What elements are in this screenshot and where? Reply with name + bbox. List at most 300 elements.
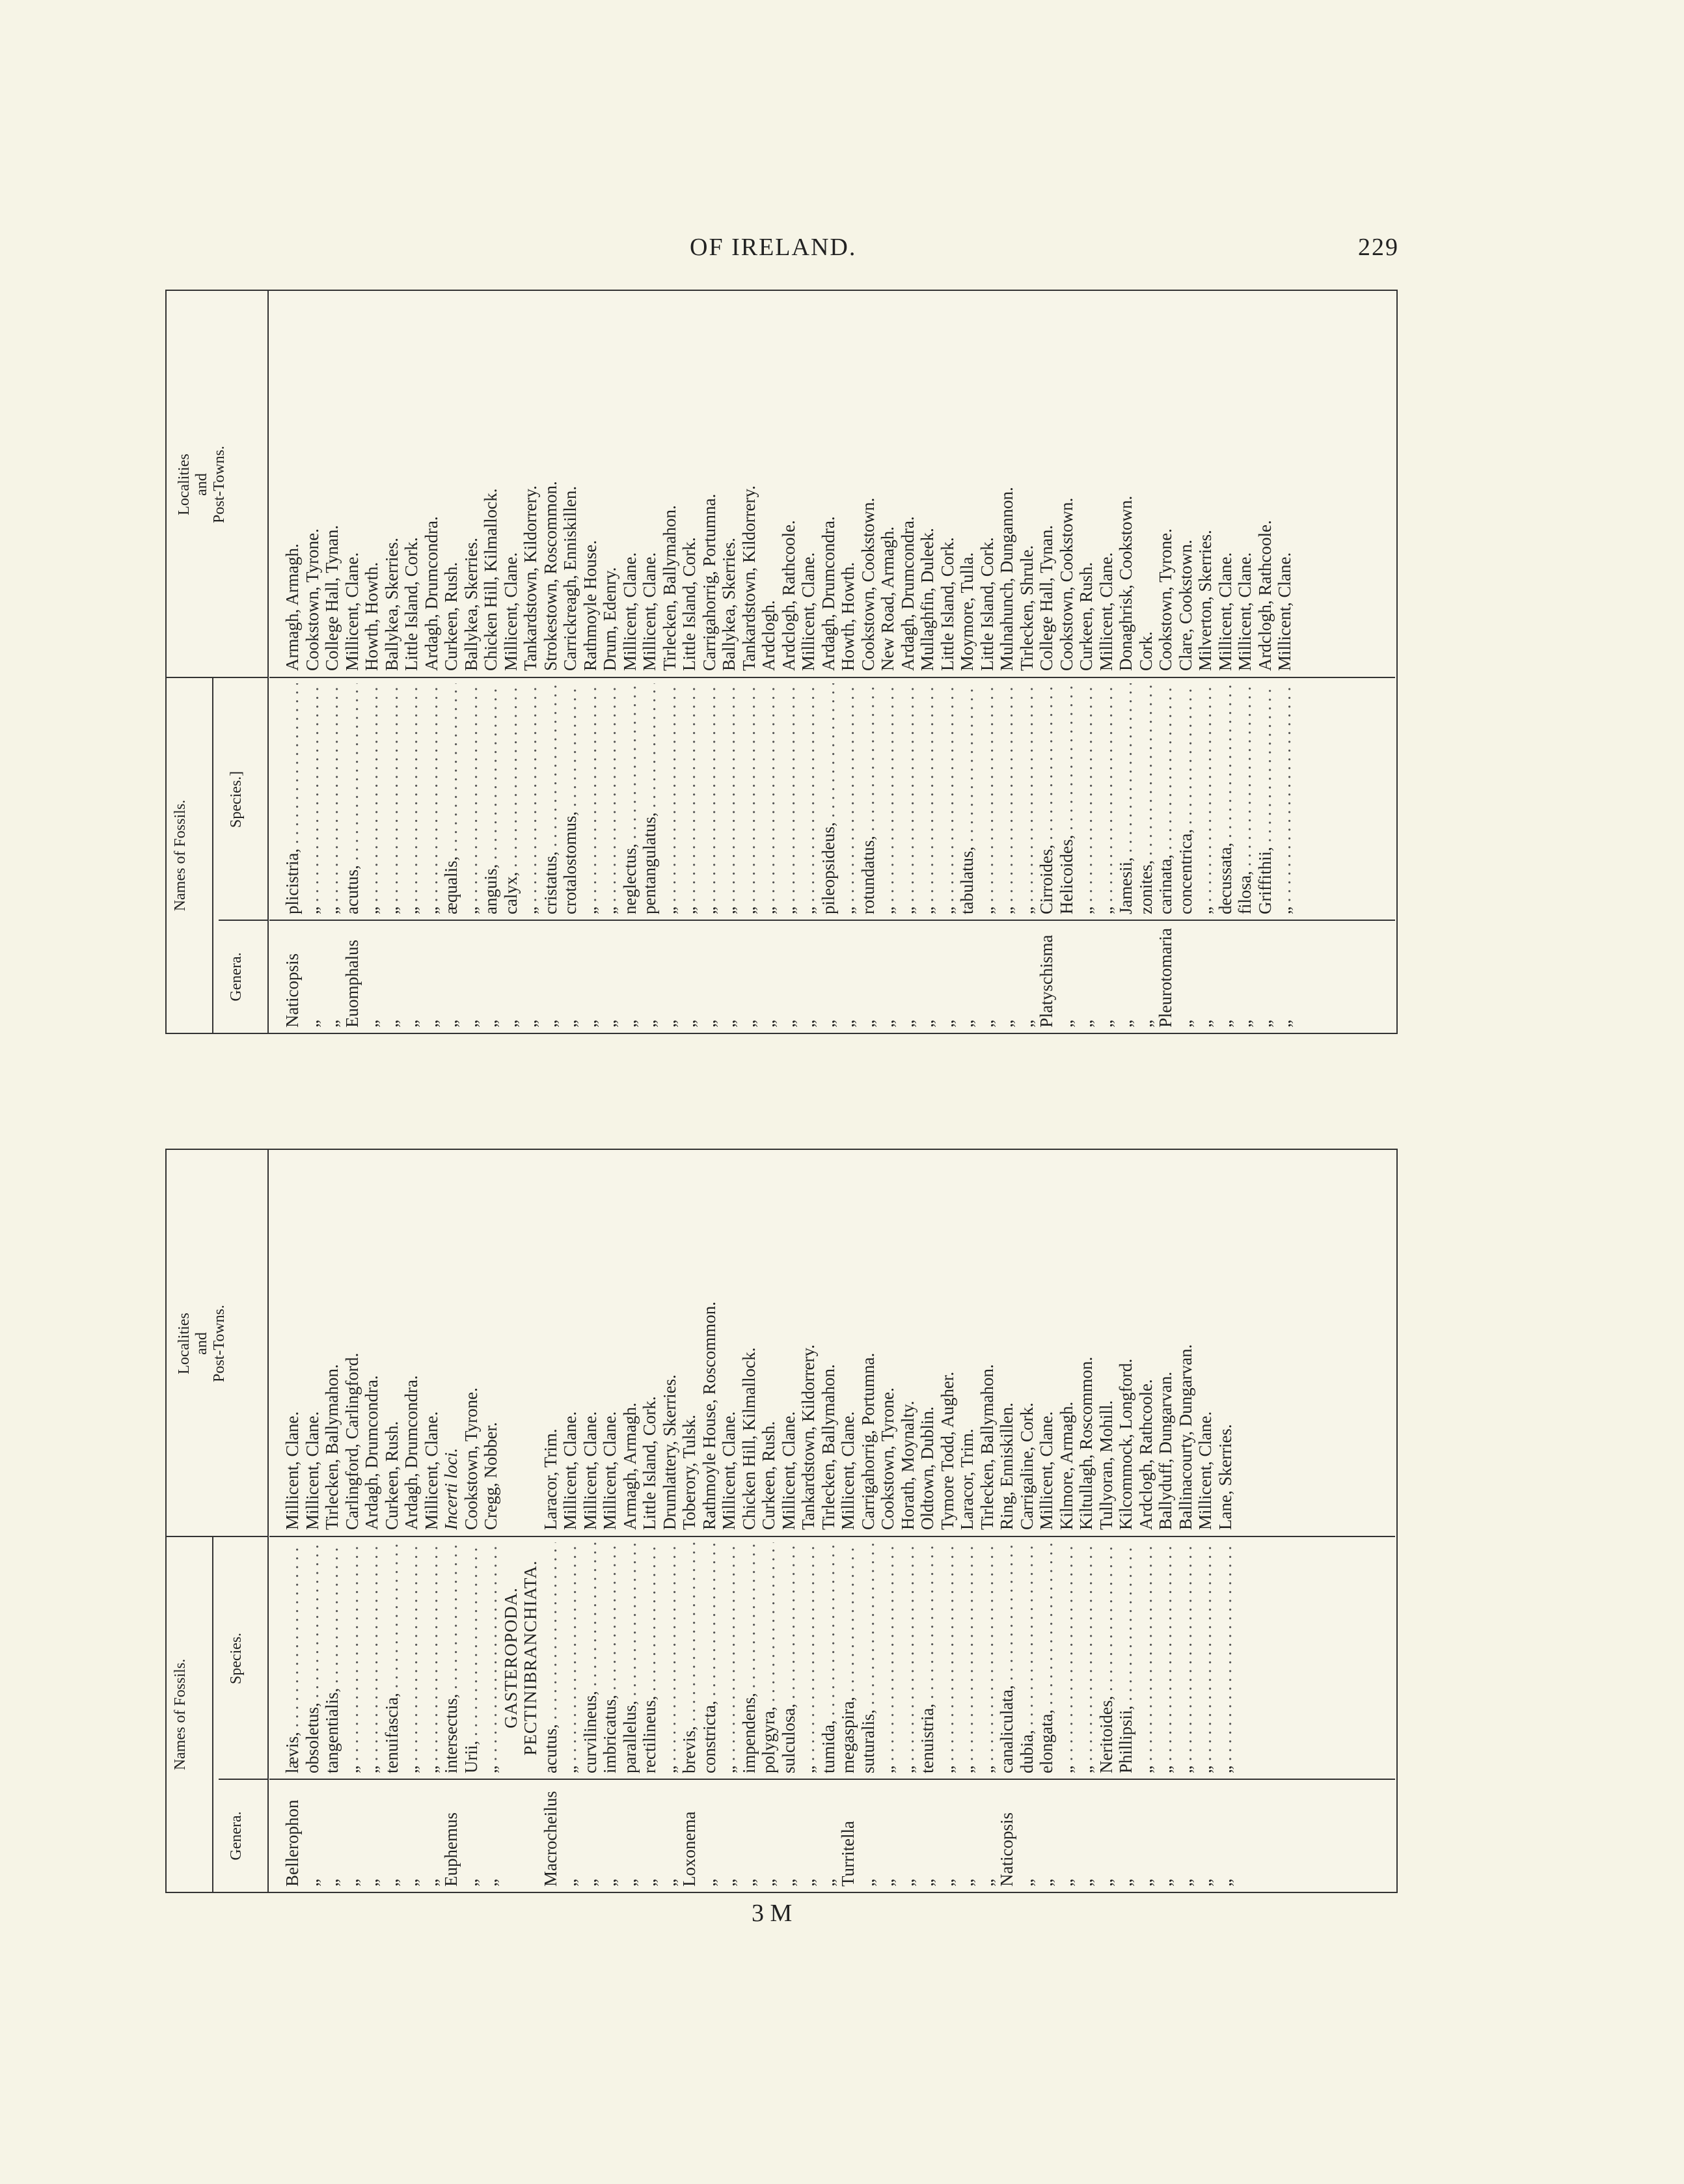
table-row xyxy=(1116,291,1136,1033)
table-row xyxy=(997,291,1017,1033)
locality-cell: Ardclogh. xyxy=(759,600,778,671)
table-row xyxy=(679,1150,699,1892)
locality-cell: Millicent, Clane. xyxy=(580,1411,600,1530)
species-cell: „ . . . xyxy=(660,683,680,914)
species-cell: acutus, . . . xyxy=(541,1542,561,1773)
locality-cell: Carrigahorrig, Portumna. xyxy=(858,1352,878,1530)
page-number: 229 xyxy=(1358,234,1399,261)
species-cell: „ . . . xyxy=(957,1542,977,1773)
species-cell: „ . . . xyxy=(401,1542,422,1773)
species-cell: pentangulatus, . . . xyxy=(640,683,660,914)
species-cell: suturalis, . . . xyxy=(858,1542,878,1773)
section-heading: PECTINIBRANCHIATA. xyxy=(521,1560,540,1756)
species-header: Species. xyxy=(228,1632,245,1685)
locality-cell: Little Island, Cork. xyxy=(977,537,997,671)
locality-cell: Millicent, Clane. xyxy=(560,1411,580,1530)
genus-cell: „ xyxy=(1255,1020,1275,1028)
table-row xyxy=(997,1150,1017,1892)
species-cell: „ . . . xyxy=(422,683,442,914)
locality-cell: Tankardstown, Kildorrery. xyxy=(739,485,759,671)
species-cell: obsoletus, . . . xyxy=(303,1542,323,1773)
table-row xyxy=(620,291,640,1033)
species-cell: „ . . . xyxy=(382,683,402,914)
species-cell: „ . . . xyxy=(362,683,382,914)
locality-cell: Rathmoyle House, Roscommon. xyxy=(699,1302,719,1530)
species-cell: „ . . . xyxy=(1096,683,1117,914)
species-cell: „ . . . xyxy=(1017,683,1037,914)
table-row xyxy=(878,1150,898,1892)
table-row xyxy=(481,1150,501,1892)
genus-cell: „ xyxy=(481,1879,500,1887)
locality-cell: Ardclogh, Rathcoole. xyxy=(1135,1379,1156,1530)
genus-cell: „ xyxy=(937,1020,957,1028)
table-row xyxy=(977,1150,998,1892)
species-cell: „ . . . xyxy=(838,683,858,914)
genus-cell: „ xyxy=(798,1020,818,1028)
table-row xyxy=(660,291,680,1033)
names-of-fossils-label: Names of Fossils. xyxy=(172,1658,189,1771)
genus-cell: Macrocheilus xyxy=(540,1791,560,1887)
species-cell: „ . . . xyxy=(898,683,918,914)
genus-cell: „ xyxy=(461,1879,481,1887)
table-row xyxy=(1275,291,1295,1033)
table-row xyxy=(401,291,422,1033)
table-row xyxy=(660,1150,680,1892)
locality-cell: Cookstown, Cookstown. xyxy=(1056,497,1076,671)
locality-cell: Toberory, Tulsk. xyxy=(679,1414,699,1530)
table-row xyxy=(779,1150,799,1892)
genus-cell: „ xyxy=(1156,1879,1175,1887)
genus-cell: „ xyxy=(600,1020,619,1028)
table-row xyxy=(342,1150,362,1892)
genus-cell: „ xyxy=(878,1879,897,1887)
genus-cell: „ xyxy=(917,1879,937,1887)
locality-cell: Tymore Todd, Augher. xyxy=(937,1371,957,1530)
locality-cell: Millicent, Clane. xyxy=(1275,552,1294,671)
table-row xyxy=(282,1150,303,1892)
species-cell: „ . . . xyxy=(917,683,938,914)
species-cell: Cirroides, . . . xyxy=(1037,683,1057,914)
table-row xyxy=(560,1150,580,1892)
locality-cell: Ardagh, Drumcondra. xyxy=(401,1375,421,1530)
locality-cell: Tankardstown, Kildorrery. xyxy=(798,1344,818,1530)
fossil-table-bottom xyxy=(165,1149,1398,1893)
species-cell: „ . . . xyxy=(422,1542,442,1773)
locality-cell: Cookstown, Tyrone. xyxy=(878,1387,897,1530)
species-cell: „ . . . xyxy=(580,683,601,914)
locality-cell: Ardagh, Drumcondra. xyxy=(897,516,917,671)
locality-cell: Ballykea, Skerries. xyxy=(461,538,481,671)
table-row xyxy=(699,291,720,1033)
species-cell: intersectus, . . . xyxy=(441,1542,461,1773)
locality-cell: Curkeen, Rush. xyxy=(381,1421,401,1530)
species-cell: Phillipsii, . . . xyxy=(1116,1542,1136,1773)
locality-cell: Millicent, Clane. xyxy=(1037,1411,1056,1530)
locality-cell: Millicent, Clane. xyxy=(778,1411,798,1530)
table-row xyxy=(977,291,998,1033)
locality-cell: Ballykea, Skerries. xyxy=(719,538,739,671)
species-cell: „ . . . xyxy=(977,683,998,914)
locality-cell: Ardagh, Drumcondra. xyxy=(362,1375,381,1530)
genus-cell: „ xyxy=(600,1879,619,1887)
localities-header: Localities and Post-Towns. xyxy=(176,1305,228,1383)
genus-cell: „ xyxy=(957,1879,977,1887)
genus-cell: „ xyxy=(619,1879,640,1887)
localities-header: Localities and Post-Towns. xyxy=(176,446,228,524)
genus-cell: „ xyxy=(659,1879,679,1887)
locality-cell: Tirlecken, Ballymahon. xyxy=(322,1364,342,1530)
table-row xyxy=(441,1150,461,1892)
species-cell: „ . . . xyxy=(521,683,541,914)
locality-cell: Howth, Howth. xyxy=(838,562,858,671)
table-row xyxy=(798,1150,819,1892)
species-cell: crotalostomus, . . . xyxy=(560,683,580,914)
genus-cell: „ xyxy=(858,1879,878,1887)
locality-cell: Drumlattery, Skerries. xyxy=(659,1374,679,1530)
genus-cell: Euomphalus xyxy=(342,940,362,1028)
table-row xyxy=(600,291,620,1033)
species-cell: „ . . . xyxy=(977,1542,998,1773)
genus-cell: „ xyxy=(302,1879,322,1887)
table-row xyxy=(1116,1150,1136,1892)
locality-cell: Clare, Cookstown. xyxy=(1175,539,1195,671)
locality-cell: Millicent, Clane. xyxy=(640,552,659,671)
table-row xyxy=(798,291,819,1033)
genus-cell: „ xyxy=(818,1879,838,1887)
species-cell: neglectus, . . . xyxy=(620,683,640,914)
table-row xyxy=(322,291,342,1033)
locality-cell: Milverton, Skerries. xyxy=(1195,530,1215,671)
table-row xyxy=(422,1150,442,1892)
signature-mark: 3 M xyxy=(752,1900,793,1927)
species-cell: „ . . . xyxy=(997,683,1017,914)
table-row xyxy=(362,1150,382,1892)
species-cell: „ . . . xyxy=(798,1542,819,1773)
species-cell: „ . . . xyxy=(898,1542,918,1773)
genus-cell: „ xyxy=(739,1020,759,1028)
locality-cell: Ballinacourty, Dungarvan. xyxy=(1175,1344,1195,1530)
locality-cell: Armagh, Armagh. xyxy=(282,543,302,671)
species-cell: cristatus, . . . xyxy=(541,683,561,914)
table-row xyxy=(580,1150,601,1892)
species-cell: filosa, . . . xyxy=(1235,683,1255,914)
names-of-fossils-label: Names of Fossils. xyxy=(172,799,189,912)
species-cell: polygyra, . . . xyxy=(759,1542,779,1773)
genus-cell: „ xyxy=(897,1020,917,1028)
table-row xyxy=(1215,1150,1236,1892)
table-row xyxy=(917,1150,938,1892)
table-row xyxy=(1136,291,1156,1033)
species-cell: „ . . . xyxy=(938,1542,958,1773)
genus-cell: „ xyxy=(1275,1020,1294,1028)
locality-cell: Millicent, Clane. xyxy=(500,552,521,671)
species-cell: tumida, . . . xyxy=(819,1542,839,1773)
locality-cell: Little Island, Cork. xyxy=(679,537,699,671)
genus-cell: „ xyxy=(937,1879,957,1887)
table-row xyxy=(303,291,323,1033)
genus-cell: „ xyxy=(421,1879,441,1887)
locality-cell: Cregg, Nobber. xyxy=(481,1422,500,1530)
names-of-fossils-header xyxy=(167,677,267,1033)
table-row xyxy=(521,291,541,1033)
table-row xyxy=(938,1150,958,1892)
genus-cell: Euphemus xyxy=(441,1812,461,1887)
genus-cell: „ xyxy=(739,1879,759,1887)
table-row xyxy=(898,291,918,1033)
genus-cell: „ xyxy=(1135,1020,1156,1028)
species-cell: „ . . . xyxy=(1076,1542,1096,1773)
species-cell: lævis, . . . xyxy=(282,1542,303,1773)
table-row xyxy=(640,291,660,1033)
table-body xyxy=(269,291,1295,1033)
locality-cell: Laracor, Trim. xyxy=(957,1428,977,1530)
genus-cell: „ xyxy=(1037,1879,1056,1887)
locality-cell: Cookstown, Tyrone. xyxy=(302,528,322,671)
table-row xyxy=(1176,291,1196,1033)
table-row xyxy=(362,291,382,1033)
table-row xyxy=(521,1150,541,1892)
genus-cell: „ xyxy=(560,1020,580,1028)
species-cell: megaspira, . . . xyxy=(838,1542,858,1773)
species-cell: æqualis, . . . xyxy=(441,683,461,914)
locality-cell: College Hall, Tynan. xyxy=(1037,525,1056,671)
locality-cell: Millicent, Clane. xyxy=(838,1411,858,1530)
species-cell: pileopsideus, . . . xyxy=(819,683,839,914)
species-cell: „ . . . xyxy=(1215,1542,1236,1773)
species-cell: „ . . . xyxy=(660,1542,680,1773)
table-row xyxy=(1017,1150,1037,1892)
locality-cell: Carlingford, Carlingford. xyxy=(342,1352,362,1530)
species-cell: rotundatus, . . . xyxy=(858,683,878,914)
table-row xyxy=(898,1150,918,1892)
species-cell: acutus, . . . xyxy=(342,683,362,914)
table-row xyxy=(600,1150,620,1892)
locality-cell: Tullyoran, Mohill. xyxy=(1096,1400,1116,1530)
table-row xyxy=(759,1150,779,1892)
genus-cell: „ xyxy=(838,1020,858,1028)
table-row xyxy=(699,1150,720,1892)
species-cell: zonites, . . . xyxy=(1136,683,1156,914)
genus-cell: Loxonema xyxy=(679,1811,699,1887)
table-row xyxy=(1076,1150,1096,1892)
species-cell: parallelus, . . . xyxy=(620,1542,640,1773)
locality-cell: Tirlecken, Ballymahon. xyxy=(659,505,679,671)
genus-cell: „ xyxy=(560,1879,580,1887)
locality-cell: Carrigahorrig, Portumna. xyxy=(699,493,719,671)
genus-cell: Platyschisma xyxy=(1037,935,1056,1028)
genus-cell: „ xyxy=(640,1020,659,1028)
species-cell: tenuifascia, . . . xyxy=(382,1542,402,1773)
species-cell: sulculosa, . . . xyxy=(779,1542,799,1773)
species-cell: Jamesii, . . . xyxy=(1116,683,1136,914)
species-cell: „ . . . xyxy=(342,1542,362,1773)
locality-cell: College Hall, Tynan. xyxy=(322,525,342,671)
table-row xyxy=(1255,291,1275,1033)
genus-cell: „ xyxy=(719,1020,739,1028)
species-cell: „ . . . xyxy=(739,683,759,914)
species-cell: „ . . . xyxy=(481,1542,501,1773)
table-row xyxy=(719,1150,739,1892)
locality-cell: Donaghrisk, Cookstown. xyxy=(1116,495,1135,671)
genus-cell: „ xyxy=(818,1020,838,1028)
table-row xyxy=(382,291,402,1033)
species-cell: imbricatus, . . . xyxy=(600,1542,620,1773)
table-row xyxy=(580,291,601,1033)
table-row xyxy=(1057,1150,1077,1892)
genus-cell: „ xyxy=(362,1879,381,1887)
species-cell: „ . . . xyxy=(1156,1542,1176,1773)
table-row xyxy=(481,291,501,1033)
species-cell: Griffithii, . . . xyxy=(1255,683,1275,914)
genus-cell: „ xyxy=(500,1020,521,1028)
species-cell: „ . . . xyxy=(719,1542,739,1773)
species-cell: tangentialis, . . . xyxy=(322,1542,342,1773)
genus-cell: „ xyxy=(1235,1020,1255,1028)
table-row xyxy=(679,291,699,1033)
running-title: OF IRELAND. xyxy=(690,234,857,261)
genus-cell: „ xyxy=(798,1879,818,1887)
species-cell: Helicoides, . . . xyxy=(1057,683,1077,914)
table-body xyxy=(269,1150,1235,1892)
table-row xyxy=(1176,1150,1196,1892)
species-cell: „ . . . xyxy=(878,683,898,914)
genus-cell: „ xyxy=(461,1020,481,1028)
table-header xyxy=(167,1150,269,1892)
locality-cell: Kiltullagh, Roscommon. xyxy=(1076,1356,1096,1530)
species-cell: „ . . . xyxy=(1136,1542,1156,1773)
table-row xyxy=(1037,291,1057,1033)
genus-cell: „ xyxy=(1135,1879,1156,1887)
locality-cell: Millicent, Clane. xyxy=(1215,552,1235,671)
locality-cell: Millicent, Clane. xyxy=(1195,1411,1215,1530)
genus-cell: „ xyxy=(521,1020,540,1028)
species-cell: „ . . . xyxy=(322,683,342,914)
species-cell: decussata, . . . xyxy=(1215,683,1236,914)
table-row xyxy=(739,1150,759,1892)
fossil-table-top xyxy=(165,290,1398,1034)
genus-cell: „ xyxy=(322,1879,342,1887)
locality-cell: Drum, Edenry. xyxy=(600,567,619,671)
species-cell: „ . . . xyxy=(362,1542,382,1773)
species-cell: „ . . . xyxy=(938,683,958,914)
species-cell: „ . . . xyxy=(303,683,323,914)
genus-cell: „ xyxy=(302,1020,322,1028)
locality-cell: Mulnahunch, Dungannon. xyxy=(997,487,1016,671)
locality-cell: Millicent, Clane. xyxy=(302,1411,322,1530)
locality-cell: Curkeen, Rush. xyxy=(759,1421,778,1530)
species-cell: carinata, . . . xyxy=(1156,683,1176,914)
locality-cell: Millicent, Clane. xyxy=(282,1411,302,1530)
genus-cell: „ xyxy=(977,1879,997,1887)
table-row xyxy=(303,1150,323,1892)
genus-cell: „ xyxy=(1175,1879,1195,1887)
table-row xyxy=(1156,291,1176,1033)
locality-cell: Kilcommock, Longford. xyxy=(1116,1358,1135,1530)
table-row xyxy=(1235,291,1255,1033)
table-row xyxy=(282,291,303,1033)
locality-cell: Cookstown, Tyrone. xyxy=(461,1387,481,1530)
genus-cell: „ xyxy=(640,1879,659,1887)
species-cell: tenuistria, . . . xyxy=(917,1542,938,1773)
genus-cell: „ xyxy=(1215,1879,1235,1887)
species-cell: „ . . . xyxy=(560,1542,580,1773)
locality-cell: Ardclogh, Rathcoole. xyxy=(1255,520,1275,671)
genus-cell: Naticopsis xyxy=(282,953,302,1028)
genus-cell: „ xyxy=(580,1020,600,1028)
genus-cell: Naticopsis xyxy=(997,1812,1016,1887)
species-cell: rectilineus, . . . xyxy=(640,1542,660,1773)
table-row xyxy=(461,1150,482,1892)
locality-cell: Little Island, Cork. xyxy=(640,1396,659,1530)
locality-cell: Carrickreagh, Enniskillen. xyxy=(560,485,580,671)
genus-cell: „ xyxy=(759,1879,778,1887)
table-row xyxy=(938,291,958,1033)
genus-cell: „ xyxy=(1076,1020,1096,1028)
locality-cell: Ballyduff, Dungarvan. xyxy=(1156,1371,1175,1530)
species-cell: Urii, . . . xyxy=(461,1542,482,1773)
genus-cell: „ xyxy=(1016,1879,1037,1887)
locality-cell: Little Island, Cork. xyxy=(937,537,957,671)
species-cell: tabulatus, . . . xyxy=(957,683,977,914)
genus-cell: „ xyxy=(1056,1879,1076,1887)
species-cell: „ . . . xyxy=(679,683,699,914)
table-header xyxy=(167,291,269,1033)
species-cell: „ . . . xyxy=(719,683,739,914)
genus-cell: „ xyxy=(1116,1020,1135,1028)
table-row xyxy=(560,291,580,1033)
locality-cell: Laracor, Trim. xyxy=(540,1428,560,1530)
genus-cell: „ xyxy=(957,1020,977,1028)
genus-cell: „ xyxy=(778,1020,798,1028)
table-row xyxy=(541,291,561,1033)
species-cell: elongata, . . . xyxy=(1037,1542,1057,1773)
table-row xyxy=(401,1150,422,1892)
genus-cell: „ xyxy=(580,1879,600,1887)
locality-cell: Millicent, Clane. xyxy=(798,552,818,671)
locality-cell: Tirlecken, Ballymahon. xyxy=(818,1364,838,1530)
species-cell: dubia, . . . xyxy=(1017,1542,1037,1773)
locality-cell: Ardagh, Drumcondra. xyxy=(818,516,838,671)
locality-cell: Millicent, Clane. xyxy=(1235,552,1255,671)
species-header: Species.] xyxy=(228,771,245,828)
table-row xyxy=(917,291,938,1033)
genus-cell: „ xyxy=(1116,1879,1135,1887)
species-cell: constricta, . . . xyxy=(699,1542,720,1773)
locality-cell: Ardagh, Drumcondra. xyxy=(421,516,441,671)
table-row xyxy=(739,291,759,1033)
genus-cell: „ xyxy=(362,1020,381,1028)
locality-cell: Howth, Howth. xyxy=(362,562,381,671)
genus-cell: „ xyxy=(1096,1879,1116,1887)
table-row xyxy=(1096,291,1117,1033)
genus-cell: „ xyxy=(917,1020,937,1028)
genus-cell: „ xyxy=(858,1020,878,1028)
table-row xyxy=(1096,1150,1117,1892)
locality-cell: Oldtown, Dublin. xyxy=(917,1406,937,1530)
genus-cell: „ xyxy=(759,1020,778,1028)
species-cell: „ . . . xyxy=(1195,1542,1215,1773)
table-row xyxy=(1195,291,1215,1033)
locality-cell: Carrigaline, Cork. xyxy=(1016,1402,1037,1530)
genus-cell: „ xyxy=(1016,1020,1037,1028)
locality-cell: Millicent, Clane. xyxy=(619,552,640,671)
locality-cell: Moymore, Tulla. xyxy=(957,552,977,671)
table-row xyxy=(719,291,739,1033)
table-row xyxy=(957,291,977,1033)
table-row xyxy=(1076,291,1096,1033)
genus-cell: „ xyxy=(1076,1879,1096,1887)
species-cell: „ . . . xyxy=(600,683,620,914)
